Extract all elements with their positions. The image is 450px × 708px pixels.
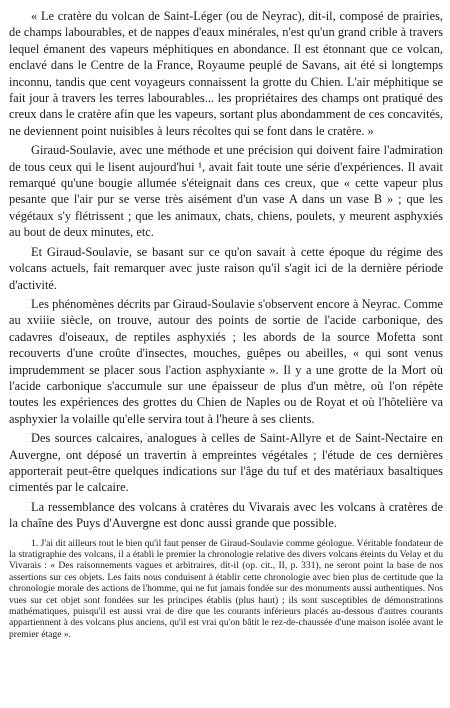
footnote-1: 1. J'ai dit ailleurs tout le bien qu'il faut penser de Giraud-Soulavie comme géologue. Véritable fondateur de la stratigraphie des volcans, il a établi le premier la chronologie relative des divers volcans éteints du Velay et du Vivarais : « Des raisonnements vagues et arbitraires, dit-il (op. cit., II, p. 331), ne seront point la base de nos assertions sur ces objets. Les faits nous conduisent à établir cette chronologie avec bien plus de certitude que la chronologie morale des actions de l'homme, qui ne fut jamais fondée sur des monuments aussi authentiques. Nos vues sur cet objet sont fondées sur les principes établis (plus haut) ; ils sont susceptibles de démonstrations mathématiques, puisqu'il est aussi vrai de dire que les courants inférieurs placés au-dessous d'autres courants appartiennent à des volcans plus anciens, qu'il est vrai qu'on bâtit le rez-de-chaussée d'une maison isolée avant le premier étage ». bbox=[9, 537, 443, 640]
paragraph-calcareous-springs: Des sources calcaires, analogues à celles de Saint-Allyre et de Saint-Nectaire en Auvergne, ont déposé un travertin à empreintes végétales ; l'étude de ces dernières apporterait peut-être quelques indications sur l'âge du tuf et des matériaux basaltiques cimentés par le calcaire. bbox=[9, 431, 443, 495]
paragraph-resemblance: La ressemblance des volcans à cratères du Vivarais avec les volcans à cratères de la chaîne des Puys d'Auvergne est donc aussi grande que possible. bbox=[9, 499, 443, 531]
paragraph-neyrac-phenomena: Les phénomènes décrits par Giraud-Soulavie s'observent encore à Neyrac. Comme au xviiie siècle, on trouve, autour des points de sortie de l'acide carbonique, des cadavres d'oiseaux, de reptiles asphyxiés ; les abords de la source Mofetta sont recouverts d'une croûte d'insectes, mouches, guêpes ou abeilles, « qui sont venus imprudemment se placer sous l'action asphyxiante ». Il y a une grotte de la Mort où l'acide carbonique s'accumule sur une épaisseur de plus d'un mètre, où l'on répète toutes les expériences des grottes du Chien de Naples ou de Royat et où l'hôtelière va asphyxier la volaille qu'elle servira tout à l'heure à ses clients. bbox=[9, 296, 443, 426]
footnotes bbox=[9, 538, 443, 641]
paragraph-last-activity: Et Giraud-Soulavie, se basant sur ce qu'on savait à cette époque du régime des volcans actuels, fait remarquer avec juste raison qu'il s'agit ici de la dernière période d'activité. bbox=[9, 244, 443, 292]
paragraph-experiments: Giraud-Soulavie, avec une méthode et une précision qui doivent faire l'admiration de tous ceux qui le lisent aujourd'hui ¹, avait fait toute une série d'expériences. Il avait remarqué qu'une bougie allumée s'éteignait dans ces creux, que « cette vapeur plus pesante que l'air pur se verse très aisément d'un vase A dans un vase B » ; que les végétaux s'y flétrissent ; que les animaux, chats, chiens, poulets, y meurent asphyxiés au bout de deux minutes, etc. bbox=[9, 143, 443, 240]
paragraph-saint-leger-quote: « Le cratère du volcan de Saint-Léger (ou de Neyrac), dit-il, composé de prairies, de champs labourables, et de nappes d'eaux minérales, n'est qu'un grand crible à travers lequel émanent des vapeurs méphitiques en abondance. Il est étonnant que ce volcan, enclavé dans le Centre de la France, Royaume peuplé de Savans, ait été si longtemps inconnu, tandis que cent voyageurs connaissent la grotte du Chien. L'air méphitique se fait jour à travers les terres labourables... les propriétaires des champs ont pratiqué des creux dans le cratère afin que les vapeurs, sortant plus abondamment de ces concavités, ne deviennent point nuisibles à leurs récoltes qui se font dans le cratère. » bbox=[9, 9, 443, 138]
